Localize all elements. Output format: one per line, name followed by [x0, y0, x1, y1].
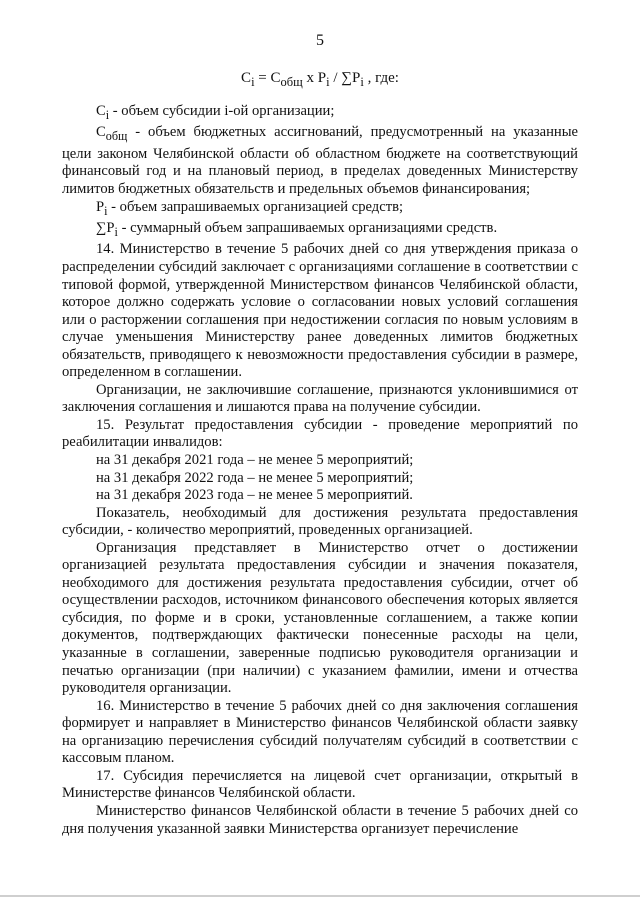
paragraph-14: 14. Министерство в течение 5 рабочих дней со дня утверждения приказа о распределении субсидий заключает с организациями соглашение в соответствии с типовой формой, утвержденной Министерством финансов Челябинской области, которое должно содержать условие о согласовании новых условий соглашения или о расторжении соглашения при недостижении согласия по новым условиям в случае уменьшения Министерству ранее доведенных лимитов бюджетных обязательств, приводящего к невозможности предоставления субсидии в размере, определенном в соглашении.	[62, 241, 578, 381]
scan-edge	[0, 895, 640, 897]
subsidy-formula: $C_i = C_{общ}$ x $P_i / \sum P_i$ , где:	[241, 70, 399, 89]
paragraph-15: 15. Результат предоставления субсидии - проведение мероприятий по реабилитации инвалидов:	[62, 416, 578, 451]
paragraph-15-indicator: Показатель, необходимый для достижения результата предоставления субсидии, - количество мероприятий, проведенных организацией.	[62, 504, 578, 539]
paragraph-17: 17. Субсидия перечисляется на лицевой счет организации, открытый в Министерстве финансов Челябинской области.	[62, 767, 578, 802]
paragraph-15-report: Организация представляет в Министерство отчет о достижении организацией результата предоставления субсидии и значения показателя, необходимого для достижения результата предоставления субсидии, отчет об осуществлении расходов, источником финансового обеспечения которых является субсидия, по форме и в сроки, установленные соглашением, а также копии документов, подтверждающих фактически понесенные расходы на цели, указанные в соглашении, заверенные подписью руководителя организации и печатью организации (при наличии) с указанием фамилии, имени и отчества руководителя организации.	[62, 539, 578, 697]
document-body	[62, 103, 578, 838]
paragraph-14-organizations: Организации, не заключившие соглашение, признаются уклонившимися от заключения соглашения и лишаются права на получение субсидии.	[62, 381, 578, 416]
definition-ci: $C_i$ - объем субсидии i-ой организации;	[96, 103, 335, 122]
result-item-2021: на 31 декабря 2021 года – не менее 5 мероприятий;	[96, 452, 414, 469]
paragraph-17-transfer: Министерство финансов Челябинской области в течение 5 рабочих дней со дня получения указанной заявки Министерства организует перечисление	[62, 802, 578, 837]
definition-pi: $P_i$ - объем запрашиваемых организацией средств;	[96, 198, 404, 218]
paragraph-16: 16. Министерство в течение 5 рабочих дней со дня заключения соглашения формирует и направляет в Министерство финансов Челябинской области заявку на организацию перечисления субсидий получателям субсидий в соответствии с кассовым планом.	[62, 697, 578, 767]
definition-sum: $\sum P_i$ - суммарный объем запрашиваемых организациями средств.	[96, 220, 498, 239]
definition-cob: $C_{общ}$ - объем бюджетных ассигнований, предусмотренный на указанные цели законом Челябинской области об областном бюджете на соответствующий финансовый год и на плановый период, в пределах доведенных Министерству лимитов бюджетных обязательств и предельных объемов финансирования;	[62, 124, 578, 197]
page-number: 5	[316, 32, 324, 49]
result-item-2022: на 31 декабря 2022 года – не менее 5 мероприятий;	[96, 469, 414, 486]
result-item-2023: на 31 декабря 2023 года – не менее 5 мероприятий.	[96, 487, 413, 504]
